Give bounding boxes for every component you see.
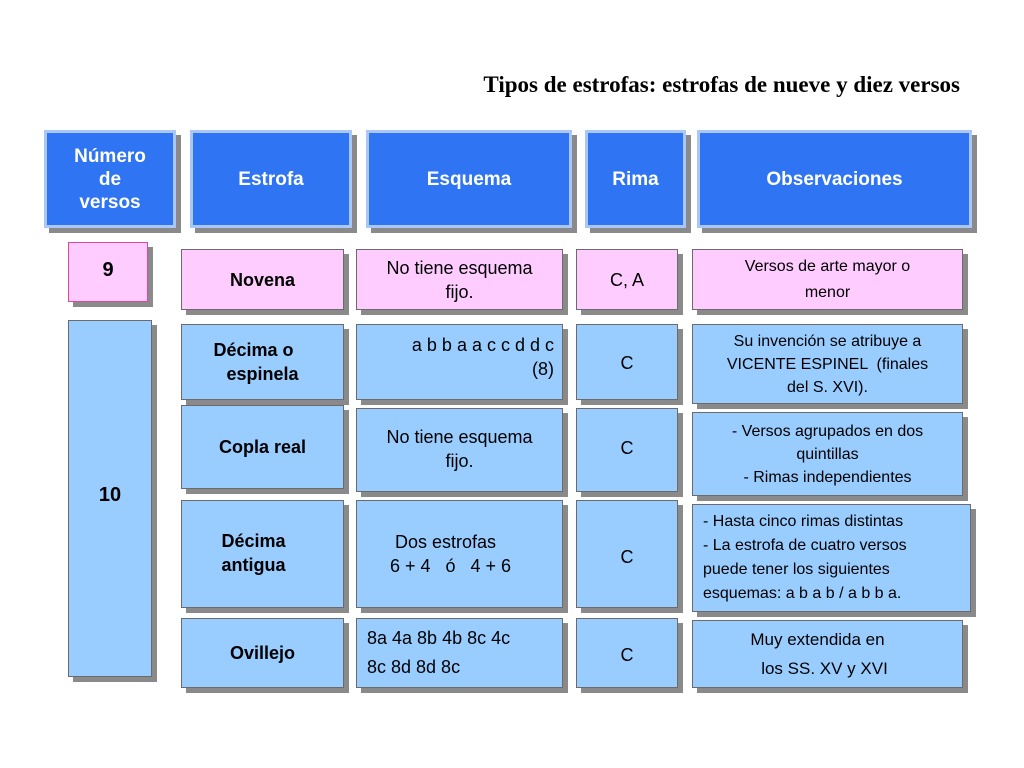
row-ovillejo-esquema	[356, 618, 563, 688]
header-numero-versos	[44, 130, 176, 228]
rima-value: C, A	[609, 269, 644, 290]
row-decima-esquema	[356, 324, 563, 400]
esquema-line: 8a 4a 8b 4b 8c 4c	[367, 628, 511, 648]
esquema-line: 8c 8d 8d 8c	[367, 657, 461, 677]
estrofa-name: antigua	[221, 555, 286, 575]
observacion-line: - Rimas independientes	[743, 468, 912, 486]
row-antigua-observaciones	[692, 504, 971, 612]
number-ten: 10	[98, 484, 122, 506]
estrofa-name: espinela	[226, 364, 299, 384]
observacion-line: quintillas	[796, 445, 859, 463]
esquema-line: Dos estrofas	[394, 532, 497, 552]
header-esquema	[366, 130, 572, 228]
observacion-line: VICENTE ESPINEL (finales	[726, 355, 929, 373]
row-copla-esquema	[356, 408, 563, 492]
observacion-line: puede tener los siguientes	[703, 561, 890, 578]
header-rima-label: Rima	[612, 168, 659, 190]
row-ovillejo-observaciones	[692, 620, 963, 688]
observacion-line: esquemas: a b a b / a b b a.	[703, 585, 902, 602]
header-numero-line: de	[98, 168, 122, 190]
row-decima-observaciones	[692, 324, 963, 404]
rima-value: C	[620, 353, 634, 373]
row-ovillejo-estrofa	[181, 618, 344, 688]
header-observaciones-label: Observaciones	[766, 168, 903, 190]
row-ovillejo-rima	[576, 618, 678, 688]
row-copla-observaciones	[692, 412, 963, 496]
rima-value: C	[620, 547, 634, 567]
estrofa-name: Ovillejo	[229, 643, 296, 663]
observacion-line: - Versos agrupados en dos	[731, 422, 924, 440]
number-nine-cell	[68, 242, 148, 302]
esquema-line: 6 + 4 ó 4 + 6	[389, 556, 512, 576]
number-ten-cell	[68, 320, 152, 677]
observacion-line: Versos de arte mayor o	[744, 257, 911, 275]
observacion-line: Muy extendida en	[750, 630, 885, 649]
rima-value: C	[620, 645, 634, 665]
row-antigua-estrofa	[181, 500, 344, 608]
observacion-line: del S. XVI).	[787, 378, 868, 396]
row-copla-rima	[576, 408, 678, 492]
esquema-line: a b b a a c c d d c	[411, 335, 554, 355]
page-title: Tipos de estrofas: estrofas de nueve y diez versos	[483, 72, 960, 97]
row-novena-observaciones	[692, 249, 963, 310]
header-esquema-label: Esquema	[426, 168, 512, 190]
estrofa-name: Décima	[221, 531, 286, 551]
esquema-line: No tiene esquema	[386, 257, 533, 278]
row-antigua-rima	[576, 500, 678, 608]
row-decima-estrofa	[181, 324, 344, 400]
esquema-line: (8)	[532, 359, 554, 379]
esquema-line: No tiene esquema	[386, 427, 533, 447]
header-rima	[585, 130, 686, 228]
esquema-line: fijo.	[445, 281, 474, 302]
row-copla-estrofa	[181, 405, 344, 489]
row-novena-rima	[576, 249, 678, 310]
row-decima-rima	[576, 324, 678, 400]
row-antigua-esquema	[356, 500, 563, 608]
observacion-line: los SS. XV y XVI	[761, 659, 888, 678]
observacion-line: - Hasta cinco rimas distintas	[703, 513, 904, 530]
estrofa-name: Décima o	[213, 340, 294, 360]
row-novena-estrofa	[181, 249, 344, 310]
rima-value: C	[620, 438, 634, 458]
header-estrofa	[190, 130, 352, 228]
row-novena-esquema	[356, 249, 563, 310]
header-numero-line: versos	[79, 191, 141, 213]
estrofa-name: Copla real	[218, 437, 307, 457]
estrofa-name: Novena	[229, 269, 296, 290]
header-observaciones	[697, 130, 972, 228]
number-nine: 9	[102, 259, 114, 281]
header-estrofa-label: Estrofa	[238, 168, 304, 190]
header-numero-line: Número	[74, 145, 146, 167]
observacion-line: menor	[804, 283, 851, 301]
observacion-line: - La estrofa de cuatro versos	[703, 537, 907, 554]
observacion-line: Su invención se atribuye a	[733, 332, 922, 350]
esquema-line: fijo.	[445, 451, 474, 471]
